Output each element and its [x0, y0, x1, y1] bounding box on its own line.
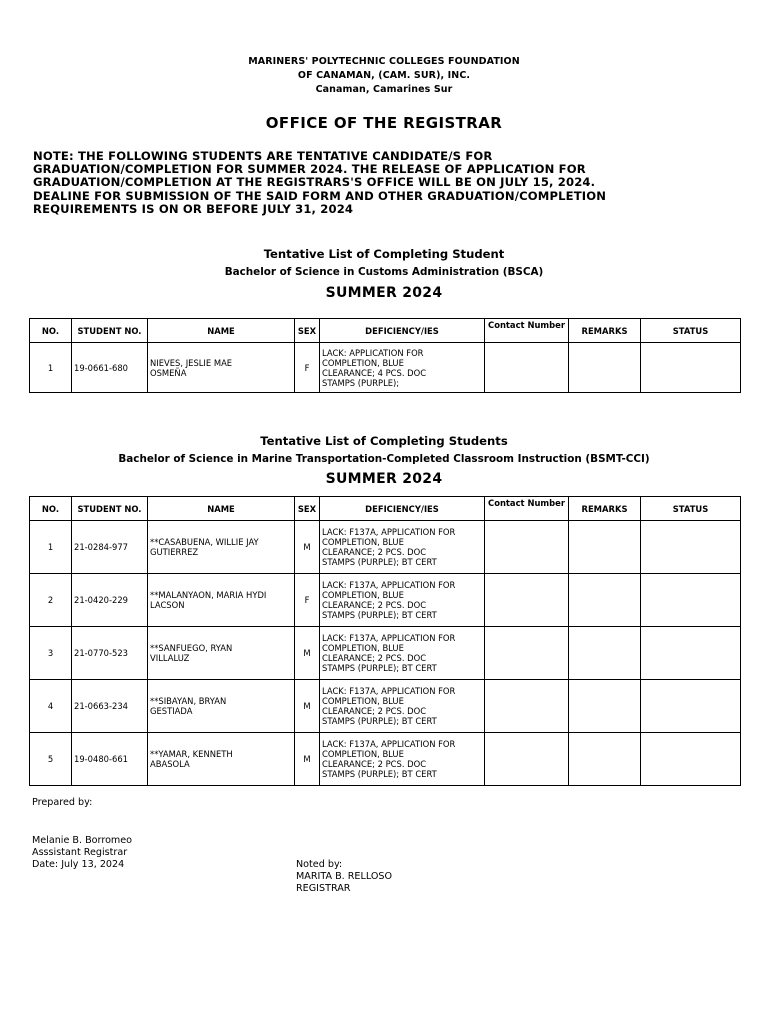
row-name — [148, 680, 295, 733]
col-name: NAME — [148, 319, 295, 343]
deficiency-line: COMPLETION, BLUE — [322, 749, 404, 759]
section2-program: Bachelor of Science in Marine Transportation-Completed Classroom Instruction (BSMT-CCI) — [118, 453, 650, 465]
row-status — [641, 521, 741, 574]
col-sex: SEX — [295, 497, 320, 521]
name-line: VILLALUZ — [150, 653, 190, 663]
row-no: 1 — [30, 521, 72, 574]
row-no: 1 — [30, 343, 72, 393]
name-line: GESTIADA — [150, 706, 193, 716]
deficiency-line: CLEARANCE; 2 PCS. DOC — [322, 547, 427, 557]
notice-line: NOTE: THE FOLLOWING STUDENTS ARE TENTATIVE CANDIDATE/S FOR — [33, 149, 493, 163]
row-no: 4 — [30, 680, 72, 733]
col-deficiency: DEFICIENCY/IES — [320, 319, 485, 343]
row-name — [148, 627, 295, 680]
name-line: LACSON — [150, 600, 185, 610]
row-status — [641, 574, 741, 627]
preparer-title: Asssistant Registrar — [32, 847, 128, 858]
row-status — [641, 680, 741, 733]
row-student-no: 21-0663-234 — [72, 680, 148, 733]
row-no: 5 — [30, 733, 72, 786]
deficiency-line: STAMPS (PURPLE); BT CERT — [322, 716, 437, 726]
row-contact — [485, 627, 569, 680]
row-name — [148, 733, 295, 786]
deficiency-line: CLEARANCE; 2 PCS. DOC — [322, 759, 427, 769]
table-row — [30, 574, 741, 627]
row-contact — [485, 680, 569, 733]
name-line: **SANFUEGO, RYAN — [150, 643, 233, 653]
prepared-by-label: Prepared by: — [32, 797, 93, 808]
deficiency-line: LACK: APPLICATION FOR — [322, 347, 424, 358]
noted-by-block — [296, 859, 392, 895]
col-student-no: STUDENT NO. — [72, 319, 148, 343]
name-line: **CASABUENA, WILLIE JAY — [150, 537, 259, 547]
row-no: 3 — [30, 627, 72, 680]
deficiency-line: LACK: F137A, APPLICATION FOR — [322, 686, 456, 696]
section1-table — [29, 318, 741, 393]
row-deficiency — [320, 627, 485, 680]
deficiency-line: LACK: F137A, APPLICATION FOR — [322, 527, 456, 537]
name-line: **SIBAYAN, BRYAN — [150, 696, 227, 706]
row-student-no: 21-0420-229 — [72, 574, 148, 627]
row-remarks — [569, 627, 641, 680]
section2-table — [29, 496, 741, 786]
row-remarks — [569, 733, 641, 786]
section1-term: SUMMER 2024 — [325, 285, 443, 301]
col-contact: Contact Number — [485, 497, 569, 521]
deficiency-line: CLEARANCE; 2 PCS. DOC — [322, 706, 427, 716]
row-deficiency — [320, 733, 485, 786]
institution-name-line2: OF CANAMAN, (CAM. SUR), INC. — [297, 70, 471, 81]
row-sex: F — [295, 574, 320, 627]
col-status: STATUS — [641, 497, 741, 521]
institution-address: Canaman, Camarines Sur — [315, 84, 453, 95]
col-deficiency: DEFICIENCY/IES — [320, 497, 485, 521]
deficiency-line: CLEARANCE; 2 PCS. DOC — [322, 600, 427, 610]
row-contact — [485, 733, 569, 786]
row-sex: M — [295, 627, 320, 680]
col-sex: SEX — [295, 319, 320, 343]
row-deficiency — [320, 343, 485, 393]
col-no: NO. — [30, 319, 72, 343]
section1-program: Bachelor of Science in Customs Administration (BSCA) — [224, 266, 544, 278]
col-status: STATUS — [641, 319, 741, 343]
row-status — [641, 627, 741, 680]
row-status — [641, 343, 741, 393]
row-remarks — [569, 521, 641, 574]
row-deficiency — [320, 680, 485, 733]
row-sex: M — [295, 733, 320, 786]
row-sex: M — [295, 521, 320, 574]
notice-line: GRADUATION/COMPLETION AT THE REGISTRARS'S OFFICE WILL BE ON JULY 15, 2024. — [33, 175, 596, 190]
notice-line: GRADUATION/COMPLETION FOR SUMMER 2024. THE RELEASE OF APPLICATION FOR — [33, 162, 586, 177]
col-name: NAME — [148, 497, 295, 521]
row-name — [148, 521, 295, 574]
row-student-no: 21-0284-977 — [72, 521, 148, 574]
col-contact: Contact Number — [485, 319, 569, 343]
deficiency-line: STAMPS (PURPLE); BT CERT — [322, 610, 437, 620]
deficiency-line: COMPLETION, BLUE — [322, 537, 404, 547]
row-deficiency — [320, 574, 485, 627]
name-line: NIEVES, JESLIE MAE — [150, 357, 233, 368]
section2-title: Tentative List of Completing Students — [260, 434, 508, 448]
row-remarks — [569, 574, 641, 627]
deficiency-line: COMPLETION, BLUE — [322, 357, 404, 368]
row-student-no: 21-0770-523 — [72, 627, 148, 680]
prepared-date: Date: July 13, 2024 — [32, 859, 125, 870]
deficiency-line: CLEARANCE; 4 PCS. DOC — [322, 367, 427, 378]
table-header-row — [30, 319, 741, 343]
table-header-row — [30, 497, 741, 521]
row-student-no: 19-0661-680 — [72, 343, 148, 393]
row-contact — [485, 343, 569, 393]
preparer-name: Melanie B. Borromeo — [32, 835, 133, 846]
row-contact — [485, 574, 569, 627]
noted-by-label: Noted by: — [296, 859, 343, 870]
deficiency-line: COMPLETION, BLUE — [322, 590, 404, 600]
name-line: ABASOLA — [150, 759, 190, 769]
row-student-no: 19-0480-661 — [72, 733, 148, 786]
institution-name: MARINERS' POLYTECHNIC COLLEGES FOUNDATION — [248, 56, 520, 67]
row-sex: M — [295, 680, 320, 733]
name-line: **YAMAR, KENNETH — [150, 749, 233, 759]
preparer-block — [32, 835, 132, 871]
col-student-no: STUDENT NO. — [72, 497, 148, 521]
table-row — [30, 680, 741, 733]
name-line: **MALANYAON, MARIA HYDI — [150, 590, 267, 600]
table-row — [30, 521, 741, 574]
row-status — [641, 733, 741, 786]
deficiency-line: COMPLETION, BLUE — [322, 696, 404, 706]
col-no: NO. — [30, 497, 72, 521]
table-row — [30, 343, 741, 393]
col-remarks: REMARKS — [569, 319, 641, 343]
noter-name: MARITA B. RELLOSO — [296, 871, 393, 882]
row-remarks — [569, 680, 641, 733]
deficiency-line: STAMPS (PURPLE); BT CERT — [322, 557, 437, 567]
row-deficiency — [320, 521, 485, 574]
notice-line: DEALINE FOR SUBMISSION OF THE SAID FORM AND OTHER GRADUATION/COMPLETION — [33, 188, 607, 203]
deficiency-line: STAMPS (PURPLE); — [322, 377, 400, 388]
row-name — [148, 574, 295, 627]
section1-title: Tentative List of Completing Student — [263, 247, 505, 261]
deficiency-line: COMPLETION, BLUE — [322, 643, 404, 653]
row-no: 2 — [30, 574, 72, 627]
table-row — [30, 627, 741, 680]
notice-line: REQUIREMENTS IS ON OR BEFORE JULY 31, 2024 — [33, 201, 354, 216]
section2-term: SUMMER 2024 — [325, 471, 443, 487]
table-row — [30, 733, 741, 786]
row-name — [148, 343, 295, 393]
name-line: OSMEÑA — [150, 367, 187, 378]
row-remarks — [569, 343, 641, 393]
deficiency-line: STAMPS (PURPLE); BT CERT — [322, 663, 437, 673]
row-sex: F — [295, 343, 320, 393]
deficiency-line: LACK: F137A, APPLICATION FOR — [322, 633, 456, 643]
deficiency-line: CLEARANCE; 2 PCS. DOC — [322, 653, 427, 663]
notice-text — [33, 150, 733, 216]
deficiency-line: LACK: F137A, APPLICATION FOR — [322, 739, 456, 749]
deficiency-line: LACK: F137A, APPLICATION FOR — [322, 580, 456, 590]
deficiency-line: STAMPS (PURPLE); BT CERT — [322, 769, 437, 779]
col-remarks: REMARKS — [569, 497, 641, 521]
row-contact — [485, 521, 569, 574]
office-title: OFFICE OF THE REGISTRAR — [265, 114, 503, 132]
noter-title: REGISTRAR — [296, 883, 351, 894]
name-line: GUTIERREZ — [150, 547, 199, 557]
